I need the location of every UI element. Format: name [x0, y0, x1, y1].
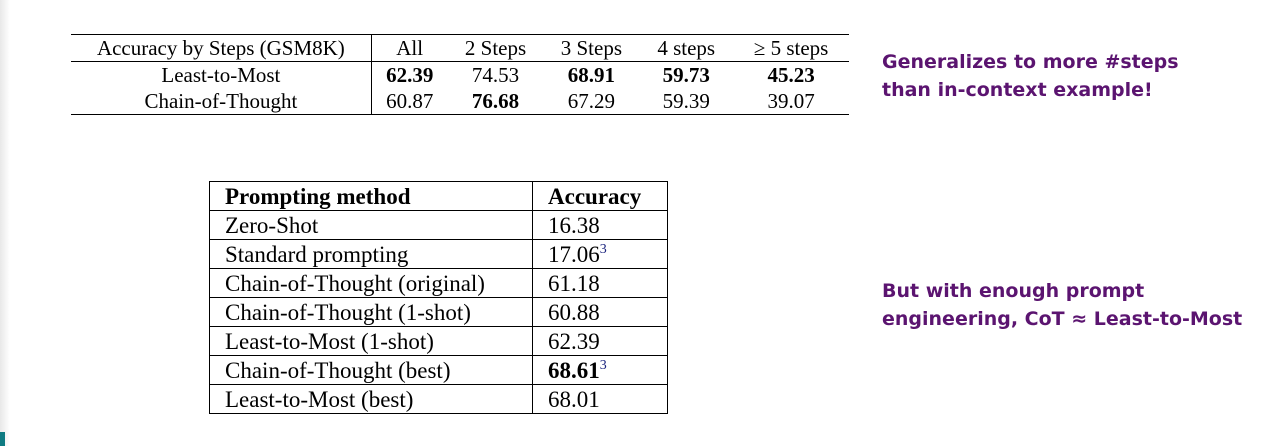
steps-method-cell: Least-to-Most: [71, 62, 371, 89]
note-line: engineering, CoT ≈ Least-to-Most: [882, 308, 1243, 330]
prompting-table-row: [210, 385, 668, 414]
accuracy-value: 17.06: [548, 241, 600, 267]
steps-header-cell: Accuracy by Steps (GSM8K): [71, 35, 371, 62]
prompting-table-header-row: [210, 182, 668, 211]
prompting-accuracy-cell: [533, 298, 668, 327]
steps-header-cell: ≥ 5 steps: [733, 35, 849, 62]
steps-value-cell: 67.29: [567, 88, 616, 113]
prompting-method-cell: Zero-Shot: [210, 211, 533, 240]
generalization-note: [882, 48, 1179, 104]
prompting-method-cell: Standard prompting: [210, 240, 533, 269]
prompting-table-row: [210, 269, 668, 298]
prompting-accuracy-cell: [533, 327, 668, 356]
steps-value-cell: 39.07: [767, 88, 815, 113]
prompting-method-cell: Least-to-Most (1-shot): [210, 327, 533, 356]
steps-value-cell: 74.53: [471, 62, 520, 87]
steps-value-cell: 76.68: [471, 88, 520, 113]
prompting-accuracy-cell: [533, 240, 668, 269]
prompting-header-accuracy: Accuracy: [533, 182, 668, 211]
steps-value-cell: 59.39: [662, 88, 710, 113]
steps-table-header-row: [71, 35, 849, 62]
slide-corner-mark: [0, 432, 5, 446]
prompting-method-table: [209, 181, 668, 414]
steps-method-cell: Chain-of-Thought: [71, 88, 371, 115]
steps-table-row: [71, 62, 849, 89]
steps-value-cell: 68.91: [567, 62, 616, 87]
prompting-method-cell: Chain-of-Thought (1-shot): [210, 298, 533, 327]
prompting-table-row: [210, 211, 668, 240]
prompting-accuracy-cell: [533, 269, 668, 298]
footnote-marker: 3: [599, 357, 607, 373]
accuracy-value: 61.18: [548, 270, 600, 296]
accuracy-value: 62.39: [548, 328, 600, 354]
accuracy-value: 68.01: [548, 386, 600, 412]
accuracy-value: 60.88: [548, 299, 600, 325]
steps-header-cell: 3 Steps: [543, 35, 639, 62]
steps-header-cell: 2 Steps: [448, 35, 544, 62]
footnote-marker: 3: [599, 241, 607, 257]
steps-header-cell: All: [371, 35, 447, 62]
note-line: than in-context example!: [882, 79, 1153, 101]
prompting-table-row: [210, 356, 668, 385]
prompting-accuracy-cell: [533, 385, 668, 414]
note-line: Generalizes to more #steps: [882, 51, 1179, 73]
steps-table-row: [71, 88, 849, 115]
steps-value-cell: 60.87: [386, 88, 434, 113]
prompting-header-method: Prompting method: [210, 182, 533, 211]
steps-value-cell: 45.23: [767, 62, 815, 87]
prompting-accuracy-cell: [533, 211, 668, 240]
steps-value-cell: 59.73: [662, 62, 710, 87]
accuracy-value: 16.38: [548, 212, 600, 238]
slide-left-edge: [0, 0, 10, 446]
prompting-table-row: [210, 240, 668, 269]
prompt-engineering-note: [882, 277, 1242, 333]
prompting-accuracy-cell: [533, 356, 668, 385]
prompting-method-cell: Chain-of-Thought (best): [210, 356, 533, 385]
prompting-method-cell: Least-to-Most (best): [210, 385, 533, 414]
steps-header-cell: 4 steps: [639, 35, 733, 62]
steps-accuracy-table: [71, 34, 849, 115]
prompting-table-row: [210, 298, 668, 327]
prompting-table-row: [210, 327, 668, 356]
accuracy-value: 68.61: [548, 357, 600, 383]
note-line: But with enough prompt: [882, 280, 1145, 302]
prompting-method-cell: Chain-of-Thought (original): [210, 269, 533, 298]
steps-value-cell: 62.39: [386, 62, 434, 87]
